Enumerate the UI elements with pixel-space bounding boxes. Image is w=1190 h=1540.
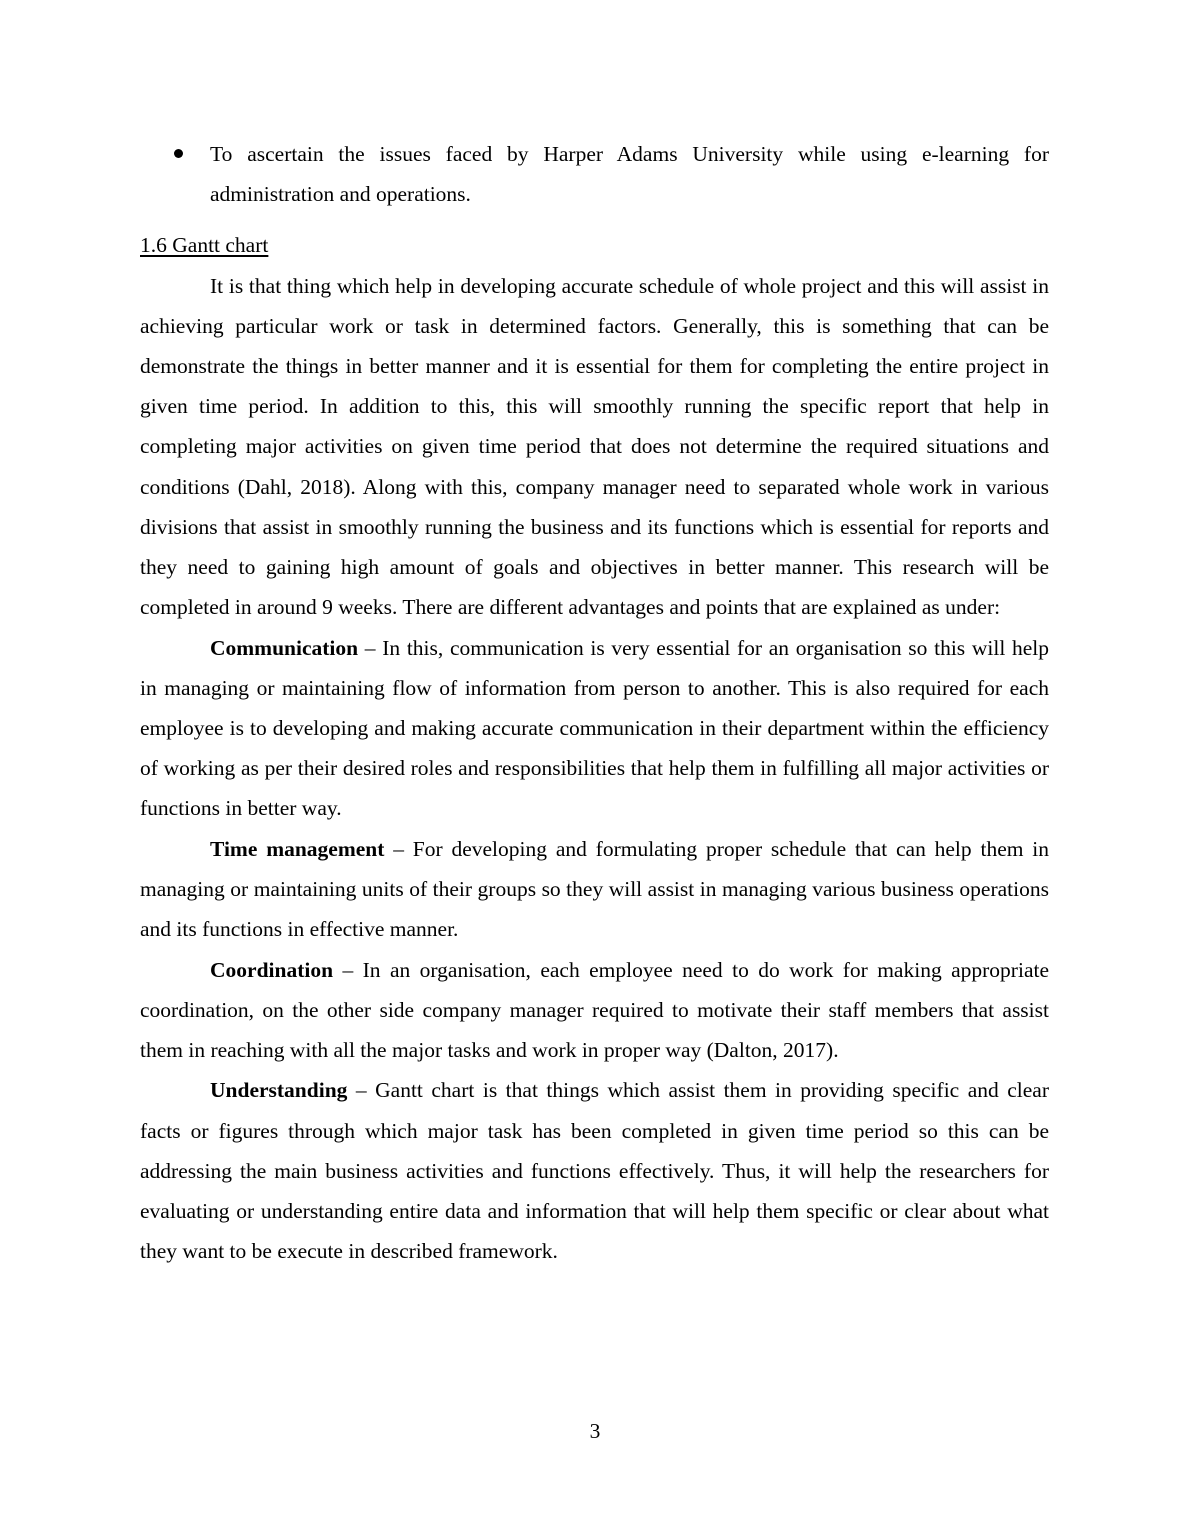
- point-text: – Gantt chart is that things which assist them in providing specific and clear facts or figures through which major task has been completed in given time period so this can be addressing the main business activities and functions effectively. Thus, it will help the researchers for evaluating or understanding entire data and information that will help them specific or clear about what they want to be execute in described framework.: [140, 1078, 1049, 1264]
- point-term: Understanding: [210, 1078, 348, 1103]
- point-term: Communication: [210, 635, 359, 660]
- bullet-dot-icon: [174, 149, 183, 158]
- page-content: [140, 134, 1049, 1271]
- intro-paragraph: It is that thing which help in developing accurate schedule of whole project and this will assist in achieving particular work or task in determined factors. Generally, this is something that can be demonstrate the things in better manner and it is essential for them for completing the entire project in given time period. In addition to this, this will smoothly running the specific report that help in completing major activities on given time period that does not determine the required situations and conditions (Dahl, 2018). Along with this, company manager need to separated whole work in various divisions that assist in smoothly running the business and its functions which is essential for reports and they need to gaining high amount of goals and objectives in better manner. This research will be completed in around 9 weeks. There are different advantages and points that are explained as under:: [140, 273, 1049, 620]
- point-text: – In an organisation, each employee need to do work for making appropriate coordination, on the other side company manager required to motivate their staff members that assist them in reaching with all the major tasks and work in proper way (Dalton, 2017).: [140, 957, 1049, 1063]
- point-communication: [140, 628, 1049, 829]
- objective-bullet-item: [140, 134, 1049, 214]
- point-time-management: [140, 829, 1049, 950]
- section-heading: 1.6 Gantt chart: [140, 233, 269, 258]
- page-number: 3: [589, 1419, 601, 1443]
- point-coordination: [140, 950, 1049, 1071]
- point-term: Coordination: [210, 957, 334, 982]
- point-understanding: [140, 1070, 1049, 1271]
- point-text: – In this, communication is very essential for an organisation so this will help in managing or maintaining flow of information from person to another. This is also required for each employee is to developing and making accurate communication in their department within the efficiency of working as per their desired roles and responsibilities that help them in fulfilling all major activities or functions in better way.: [140, 635, 1049, 821]
- point-text: – For developing and formulating proper schedule that can help them in managing or maintaining units of their groups so they will assist in managing various business operations and its functions in effective manner.: [140, 836, 1049, 942]
- point-term: Time management: [210, 836, 385, 861]
- objective-bullet-text: To ascertain the issues faced by Harper Adams University while using e-learning for administration and operations.: [210, 142, 1049, 207]
